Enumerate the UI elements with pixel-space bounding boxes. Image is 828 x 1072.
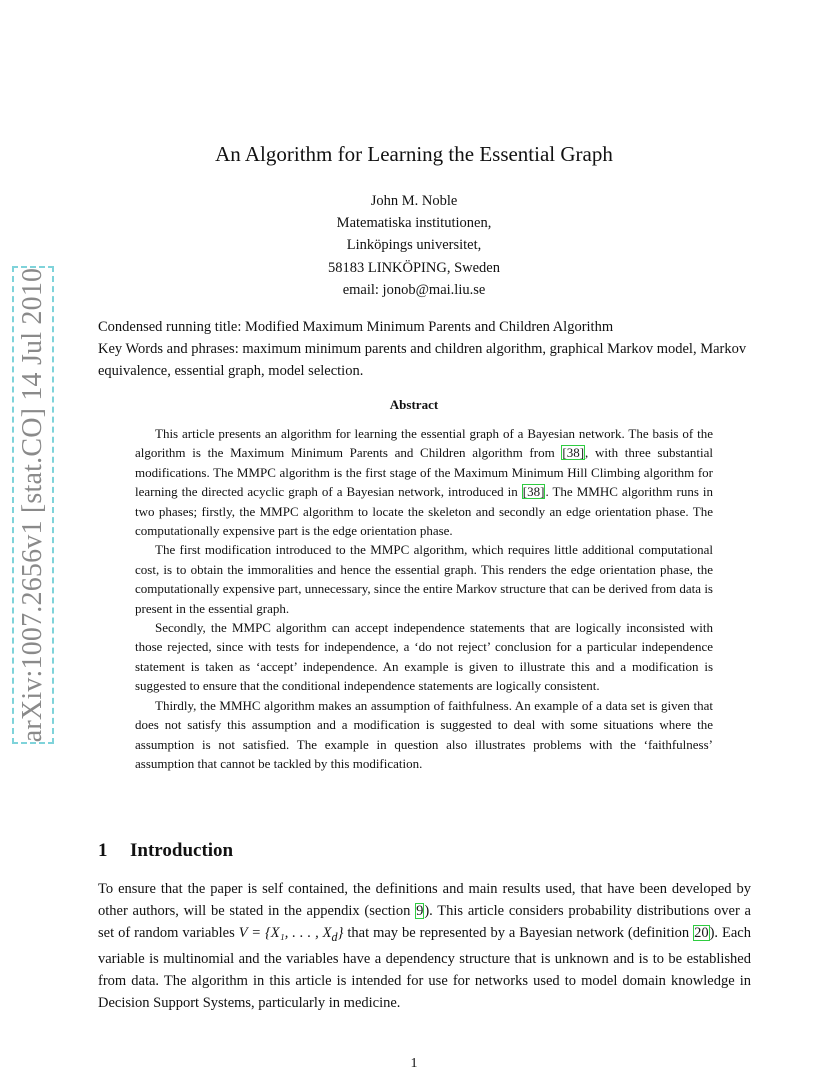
abstract-body [135,424,713,773]
math-variable-set [238,925,344,944]
intro-text: ). Each variable is multinomial and the variables have a dependency structure that is unknown and is to be established from data. The algorithm in this article is intended for use for networks used to model domain knowledge in Decision Support Systems, particularly in medicine. [98,925,751,1011]
intro-text: that may be represented by a Bayesian network (definition [343,925,694,941]
author-block [0,190,828,301]
paper-metadata [98,316,752,382]
math-expression: V = {X₁, . . . , X [238,925,332,941]
running-title: Condensed running title: Modified Maximum Minimum Parents and Children Algorithm [98,319,614,335]
paper-title: An Algorithm for Learning the Essential Graph [215,142,613,166]
intro-text: ). This article considers probability distributions over a set of random variables [98,903,751,941]
section-heading [98,840,233,862]
abstract-paragraph-3: Secondly, the MMPC algorithm can accept independence statements that are logically inconsisted with those rejected, since with tests for independence, a ‘do not reject’ conclusion for a particular independence statement is taken as ‘accept’ independence. An example is given to illustrate this and a modification is suggested to ensure that the conditional independence statements are logically consistent. [135,620,713,694]
abstract-heading: Abstract [389,397,439,412]
arxiv-identifier: arXiv:1007.2656v1 [stat.CO] 14 Jul 2010 [17,267,48,743]
abstract-paragraph-4: Thirdly, the MMHC algorithm makes an assumption of faithfulness. An example of a data set is given that does not satisfy this assumption and a modification is suggested to deal with some situations where the assumption is not satisfied. The example in question also illustrates problems with the ‘faithfulness’ assumption that cannot be tackled by this modification. [135,697,713,771]
keywords: Key Words and phrases: maximum minimum parents and children algorithm, graphical Markov model, Markov equivalence, essential graph, model selection. [98,341,747,379]
author-affiliation-department: Matematiska institutionen, [336,215,492,232]
citation-link[interactable]: [38] [522,484,545,500]
intro-text: To ensure that the paper is self contained, the definitions and main results used, that have been developed by other authors, will be stated in the appendix (section [98,881,751,919]
abstract-text: , with three substantial modifications. The MMPC algorithm is the first stage of the Maximum Minimum Hill Climbing algorithm for learning the directed acyclic graph of a Bayesian network, introduced in [135,445,713,500]
author-address: 58183 LINKÖPING, Sweden [328,259,500,276]
section-number: 1 [98,840,108,861]
section-title: Introduction [130,840,234,861]
citation-link[interactable]: [38] [562,445,585,461]
definition-reference-link[interactable]: 20 [694,925,709,941]
abstract-text: . The MMHC algorithm runs in two phases; firstly, the MMPC algorithm to locate the skeleton and secondly an edge orientation phase. The computationally expensive part is the edge orientation phase. [135,484,714,539]
author-affiliation-university: Linköpings universitet, [346,237,482,254]
introduction-paragraph [98,878,751,1014]
abstract-paragraph-2: The first modification introduced to the MMPC algorithm, which requires little additional computational cost, is to obtain the immoralities and hence the essential graph. This renders the edge orientation phase, the computationally expensive part, unnecessary, since the entire Markov structure that can be derived from data is present in the essential graph. [135,542,713,616]
math-subscript: d [331,929,338,944]
arxiv-stamp [14,268,52,742]
math-brace: } [337,925,344,941]
author-name: John M. Noble [370,193,458,209]
author-email: email: jonob@mai.liu.se [342,281,486,298]
page-number: 1 [410,1056,418,1071]
abstract-paragraph-1 [135,424,713,540]
section-reference-link[interactable]: 9 [416,903,424,919]
abstract-text: This article presents an algorithm for learning the essential graph of a Bayesian network. The basis of the algorithm is the Maximum Minimum Parents and Children algorithm from [135,426,713,461]
